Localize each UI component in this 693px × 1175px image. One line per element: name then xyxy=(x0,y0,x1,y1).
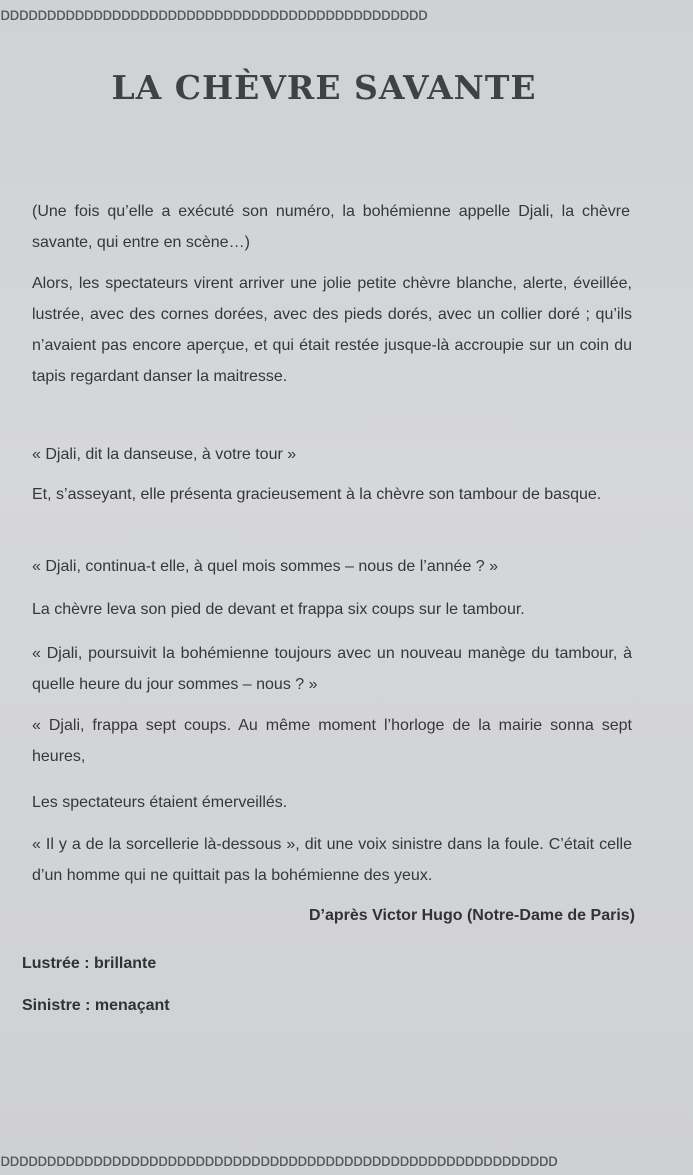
decorative-border-top: ᴅᴅᴅᴅᴅᴅᴅᴅᴅᴅᴅᴅᴅᴅᴅᴅᴅᴅᴅᴅᴅᴅᴅᴅᴅᴅᴅᴅᴅᴅᴅᴅᴅᴅᴅᴅᴅᴅᴅᴅᴅᴅᴅᴅᴅᴅ xyxy=(0,5,428,25)
story-paragraph: Alors, les spectateurs virent arriver une jolie petite chèvre blanche, alerte, éveillée, lustrée, avec des cornes dorées, avec des pieds dorés, avec un collier doré ; qu’ils n’avaient pas encore aperçue, et qui était restée jusque-là accroupie sur un coin du tapis regardant danser la maitresse. xyxy=(32,275,632,385)
dialogue-paragraph: « Djali, frappa sept coups. Au même moment l’horloge de la mairie sonna sept heures, xyxy=(32,717,632,765)
story-paragraph: La chèvre leva son pied de devant et frappa six coups sur le tambour. xyxy=(32,601,525,618)
story-paragraph: Et, s’asseyant, elle présenta gracieusement à la chèvre son tambour de basque. xyxy=(32,486,602,503)
dialogue-paragraph: « Il y a de la sorcellerie là-dessous », dit une voix sinistre dans la foule. C’était celle d’un homme qui ne quittait pas la bohémienne des yeux. xyxy=(32,836,632,884)
source-attribution: D’après Victor Hugo (Notre-Dame de Paris) xyxy=(308,907,635,924)
dialogue-paragraph: « Djali, poursuivit la bohémienne toujours avec un nouveau manège du tambour, à quelle heure du jour sommes – nous ? » xyxy=(32,645,632,693)
dialogue-paragraph: « Djali, continua-t elle, à quel mois sommes – nous de l’année ? » xyxy=(32,558,499,575)
decorative-border-bottom: ᴅᴅᴅᴅᴅᴅᴅᴅᴅᴅᴅᴅᴅᴅᴅᴅᴅᴅᴅᴅᴅᴅᴅᴅᴅᴅᴅᴅᴅᴅᴅᴅᴅᴅᴅᴅᴅᴅᴅᴅᴅᴅᴅᴅᴅᴅᴅᴅᴅᴅᴅᴅᴅᴅᴅᴅᴅᴅᴅᴅ xyxy=(0,1151,558,1171)
glossary-entry: Lustrée : brillante xyxy=(22,955,157,972)
story-paragraph: Les spectateurs étaient émerveillés. xyxy=(32,794,288,811)
intro-paragraph: (Une fois qu’elle a exécuté son numéro, la bohémienne appelle Djali, la chèvre savante, qui entre en scène…) xyxy=(32,203,630,251)
glossary-entry: Sinistre : menaçant xyxy=(22,997,170,1014)
dialogue-paragraph: « Djali, dit la danseuse, à votre tour » xyxy=(32,446,297,463)
document-title: LA CHÈVRE SAVANTE xyxy=(111,68,537,107)
